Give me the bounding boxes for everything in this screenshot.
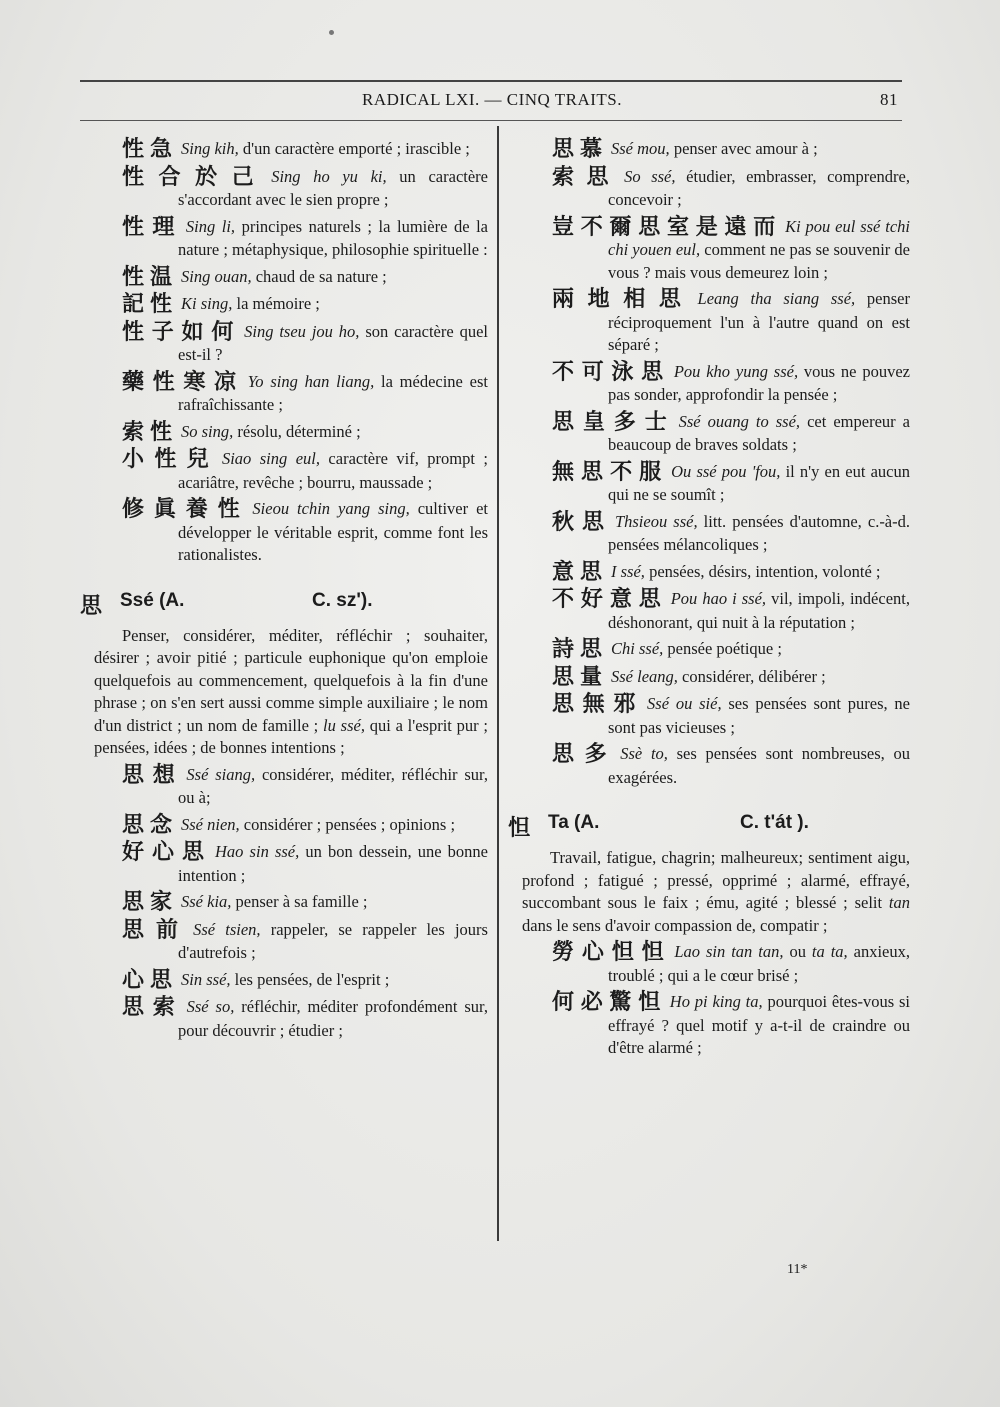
romanization: Pou kho yung ssé, <box>673 361 799 381</box>
chinese-characters: 勞心怛怛 <box>552 940 672 965</box>
page-number: 81 <box>880 90 898 109</box>
definition: vous ne pouvez pas sonder, approfondir la pensée ; <box>608 361 910 404</box>
dictionary-entry <box>80 841 488 887</box>
romanization: lu ssé, <box>323 715 365 735</box>
dictionary-entry <box>508 743 910 789</box>
romanization: So sing, <box>181 421 234 441</box>
chinese-characters: 性子如何 <box>122 319 242 345</box>
dictionary-entry <box>80 421 488 445</box>
definition: un bon dessein, une bonne intention ; <box>178 842 488 885</box>
definition: vil, impoli, indécent, déshonorant, qui nuit à la réputation ; <box>608 589 910 632</box>
romanization-alt: ta ta, <box>811 942 848 961</box>
definition: un caractère s'accordant avec le sien propre ; <box>178 166 488 209</box>
chinese-characters: 豈不爾思室是遠而 <box>552 214 783 240</box>
dictionary-entry <box>508 361 910 407</box>
definition: son caractère quel est-il ? <box>178 321 488 364</box>
definition: ses pensées sont nombreuses, ou exagérées. <box>608 744 910 787</box>
romanization: Ssè to, <box>620 744 668 763</box>
dictionary-entry <box>508 991 910 1060</box>
romanization: Ou ssé pou 'fou, <box>671 461 781 481</box>
definition: pensées, désirs, intention, volonté ; <box>644 561 881 581</box>
running-header <box>80 88 902 114</box>
romanization: Sin ssé, <box>181 969 231 989</box>
definition: la mémoire ; <box>232 294 320 313</box>
dictionary-entry <box>80 498 488 567</box>
definition: ou <box>783 942 812 961</box>
chinese-characters: 修眞養性 <box>122 497 250 522</box>
definition: considérer ; pensées ; opinions ; <box>239 814 456 834</box>
romanization: Siao sing eul, <box>221 449 320 468</box>
header-rule-top <box>80 80 902 82</box>
chinese-characters: 意思 <box>552 559 609 585</box>
dictionary-entry <box>80 891 488 915</box>
dictionary-entry <box>508 138 910 162</box>
chinese-characters: 性理 <box>122 214 183 240</box>
definition: il n'y en eut aucun qui ne se soumît ; <box>608 461 910 504</box>
definition: pensée poétique ; <box>663 639 782 658</box>
radical-name: Ta (A. <box>548 812 600 833</box>
chinese-characters: 無思不服 <box>552 459 669 485</box>
dictionary-entry <box>80 371 488 417</box>
definition-text: Penser, considérer, méditer, réfléchir ; souhaiter, désirer ; avoir pitié ; particule euphonique qu'on emploie quelquefois au commencement, quelquefois à la fin d'une phrase ; on s'en sert aussi comme simple auxiliaire ; le nom d'un district ; un nom de famille ; <box>94 625 488 735</box>
romanization: Ssé ou sié, <box>647 694 722 713</box>
dictionary-entry <box>80 293 488 317</box>
romanization: Ssé ouang to ssé, <box>678 411 801 431</box>
definition: cultiver et développer le véritable esprit, comme font les rationalistes. <box>178 499 488 564</box>
definition: chaud de sa nature ; <box>251 266 387 286</box>
dictionary-entry <box>80 996 488 1042</box>
dictionary-entry <box>508 941 910 987</box>
romanization: Hao sin ssé, <box>215 842 300 861</box>
dictionary-entry <box>80 266 488 290</box>
chinese-characters: 思家 <box>122 890 179 915</box>
romanization: Ssé siang, <box>186 764 256 784</box>
definition: ses pensées sont pures, ne sont pas vicieuses ; <box>608 694 910 737</box>
definition: litt. pensées d'automne, c.-à-d. pensées mélancoliques ; <box>608 511 911 554</box>
chinese-characters: 何必驚怛 <box>552 990 667 1015</box>
chinese-characters: 思想 <box>122 762 184 788</box>
chinese-characters: 思慕 <box>552 137 609 162</box>
romanization: tan <box>882 893 910 912</box>
chinese-characters: 思量 <box>552 664 609 690</box>
romanization: Sing ho yu ki, <box>271 166 387 186</box>
dictionary-entry <box>80 138 488 162</box>
dictionary-entry <box>80 448 488 494</box>
right-column <box>508 138 910 1064</box>
dictionary-entry <box>508 666 910 690</box>
romanization: So ssé, <box>624 166 676 186</box>
definition: principes naturels ; la lumière de la nature ; métaphysique, philosophie spirituelle : <box>178 216 488 259</box>
chinese-characters: 思前 <box>122 917 191 943</box>
dictionary-entry <box>80 216 488 262</box>
romanization: Ssé mou, <box>611 139 670 158</box>
dictionary-entry <box>508 638 910 662</box>
signature-mark: 11* <box>787 1262 808 1277</box>
radical-code: C. t'át ). <box>740 812 809 833</box>
header-rule-bottom <box>80 120 902 121</box>
romanization: Lao sin tan tan, <box>674 942 784 961</box>
definition: les pensées, de l'esprit ; <box>230 969 390 989</box>
dictionary-entry <box>508 288 910 357</box>
chinese-characters: 兩地相思 <box>552 287 695 312</box>
left-column <box>80 138 488 1046</box>
radical-character: 思 <box>80 593 103 619</box>
chinese-characters: 思索 <box>122 995 184 1020</box>
definition: étudier, embrasser, comprendre, concevoir ; <box>608 166 911 209</box>
chinese-characters: 思多 <box>552 742 618 767</box>
definition: caractère vif, prompt ; acariâtre, revêche ; bourru, maussade ; <box>178 449 488 492</box>
chinese-characters: 性急 <box>122 137 179 162</box>
dictionary-entry <box>508 411 910 457</box>
romanization: Sing kih, <box>181 139 239 158</box>
radical-definition <box>508 847 910 937</box>
definition: pourquoi êtes-vous si effrayé ? quel motif y a-t-il de craindre ou d'être alarmé ; <box>608 992 910 1057</box>
chinese-characters: 記性 <box>122 292 179 317</box>
chinese-characters: 思皇多士 <box>552 409 676 435</box>
dictionary-entry <box>508 693 910 739</box>
romanization: Chi ssé, <box>611 639 664 658</box>
dictionary-entry <box>508 511 910 557</box>
romanization: Sing tseu jou ho, <box>244 321 360 341</box>
romanization: Pou hao i ssé, <box>670 589 767 608</box>
romanization: Ho pi king ta, <box>669 992 763 1011</box>
radical-character: 怛 <box>508 816 531 841</box>
chinese-characters: 思念 <box>122 812 179 838</box>
dictionary-entry <box>80 764 488 810</box>
chinese-characters: 思無邪 <box>552 692 645 717</box>
chinese-characters: 心思 <box>122 967 179 993</box>
romanization: Yo sing han liang, <box>247 371 375 391</box>
chinese-characters: 索性 <box>122 419 179 445</box>
chinese-characters: 藥性寒凉 <box>122 369 245 395</box>
dictionary-entry <box>80 969 488 993</box>
dictionary-entry <box>80 919 488 965</box>
column-divider <box>497 126 499 1241</box>
radical-heading-sse <box>80 587 488 617</box>
ink-speck <box>329 30 334 35</box>
running-title: RADICAL LXI. — CINQ TRAITS. <box>362 90 622 109</box>
definition: réfléchir, méditer profondément sur, pour découvrir ; étudier ; <box>178 997 488 1040</box>
dictionary-entry <box>508 166 910 212</box>
definition: résolu, déterminé ; <box>233 421 361 441</box>
chinese-characters: 小性兒 <box>122 447 219 472</box>
chinese-characters: 不可泳思 <box>552 359 671 385</box>
definition: la médecine est rafraîchissante ; <box>178 371 488 414</box>
chinese-characters: 秋思 <box>552 509 612 535</box>
definition: penser réciproquement l'un à l'autre quand on est séparé ; <box>608 289 910 354</box>
romanization: Ssé leang, <box>611 666 678 686</box>
definition: considérer, méditer, réfléchir sur, ou à; <box>178 764 489 807</box>
definition-tail: anxieux, troublé ; qui a le cœur brisé ; <box>608 942 911 985</box>
definition: rappeler, se rappeler les jours d'autrefois ; <box>178 919 488 962</box>
radical-code: C. sz'). <box>312 589 373 611</box>
radical-name: Ssé (A. <box>120 589 185 611</box>
romanization: Ssé tsien, <box>193 919 261 939</box>
dictionary-entry <box>508 216 910 285</box>
definition: penser à sa famille ; <box>231 892 368 911</box>
definition: penser avec amour à ; <box>669 139 818 158</box>
definition: cet empereur a beaucoup de braves soldats ; <box>608 411 910 454</box>
romanization: Sing li, <box>185 216 236 236</box>
radical-heading-ta <box>508 809 910 839</box>
dictionary-entry <box>508 588 910 634</box>
chinese-characters: 不好意思 <box>552 587 668 612</box>
romanization: Sing ouan, <box>181 266 252 286</box>
definition: d'un caractère emporté ; irascible ; <box>238 139 470 158</box>
romanization: I ssé, <box>611 561 645 581</box>
romanization: Sieou tchin yang sing, <box>252 499 410 518</box>
romanization: Ssé so, <box>186 997 235 1016</box>
dictionary-entry <box>80 321 488 367</box>
chinese-characters: 性合於己 <box>122 164 269 190</box>
romanization: Thsieou ssé, <box>614 511 698 531</box>
romanization: Ki sing, <box>181 294 233 313</box>
romanization: Ki pou eul ssé tchi chi youen eul, <box>608 216 910 259</box>
definition: considérer, délibérer ; <box>677 666 826 686</box>
definition-text: Travail, fatigue, chagrin; malheureux; sentiment aigu, profond ; fatigué ; pressé, opprimé ; alarmé, effrayé, succombant sous le faix ; ému, agité ; blessé ; selit <box>522 848 910 912</box>
chinese-characters: 索思 <box>552 164 622 190</box>
chinese-characters: 詩思 <box>552 637 609 662</box>
definition-text-tail: dans le sens d'avoir compassion de, compatir ; <box>522 915 828 935</box>
chinese-characters: 性温 <box>122 264 179 290</box>
definition-text-tail: qui a l'esprit pur ; pensées, idées ; de bonnes intentions ; <box>94 715 489 757</box>
definition: comment ne pas se souvenir de vous ? mais vous demeurez loin ; <box>608 240 911 282</box>
dictionary-entry <box>80 814 488 838</box>
dictionary-entry <box>80 166 488 212</box>
radical-definition <box>80 625 488 760</box>
chinese-characters: 好心思 <box>122 840 213 865</box>
romanization: Leang tha siang ssé, <box>697 289 856 308</box>
romanization: Ssé nien, <box>181 814 240 834</box>
dictionary-entry <box>508 461 910 507</box>
romanization: Ssé kia, <box>181 892 232 911</box>
dictionary-entry <box>508 561 910 585</box>
